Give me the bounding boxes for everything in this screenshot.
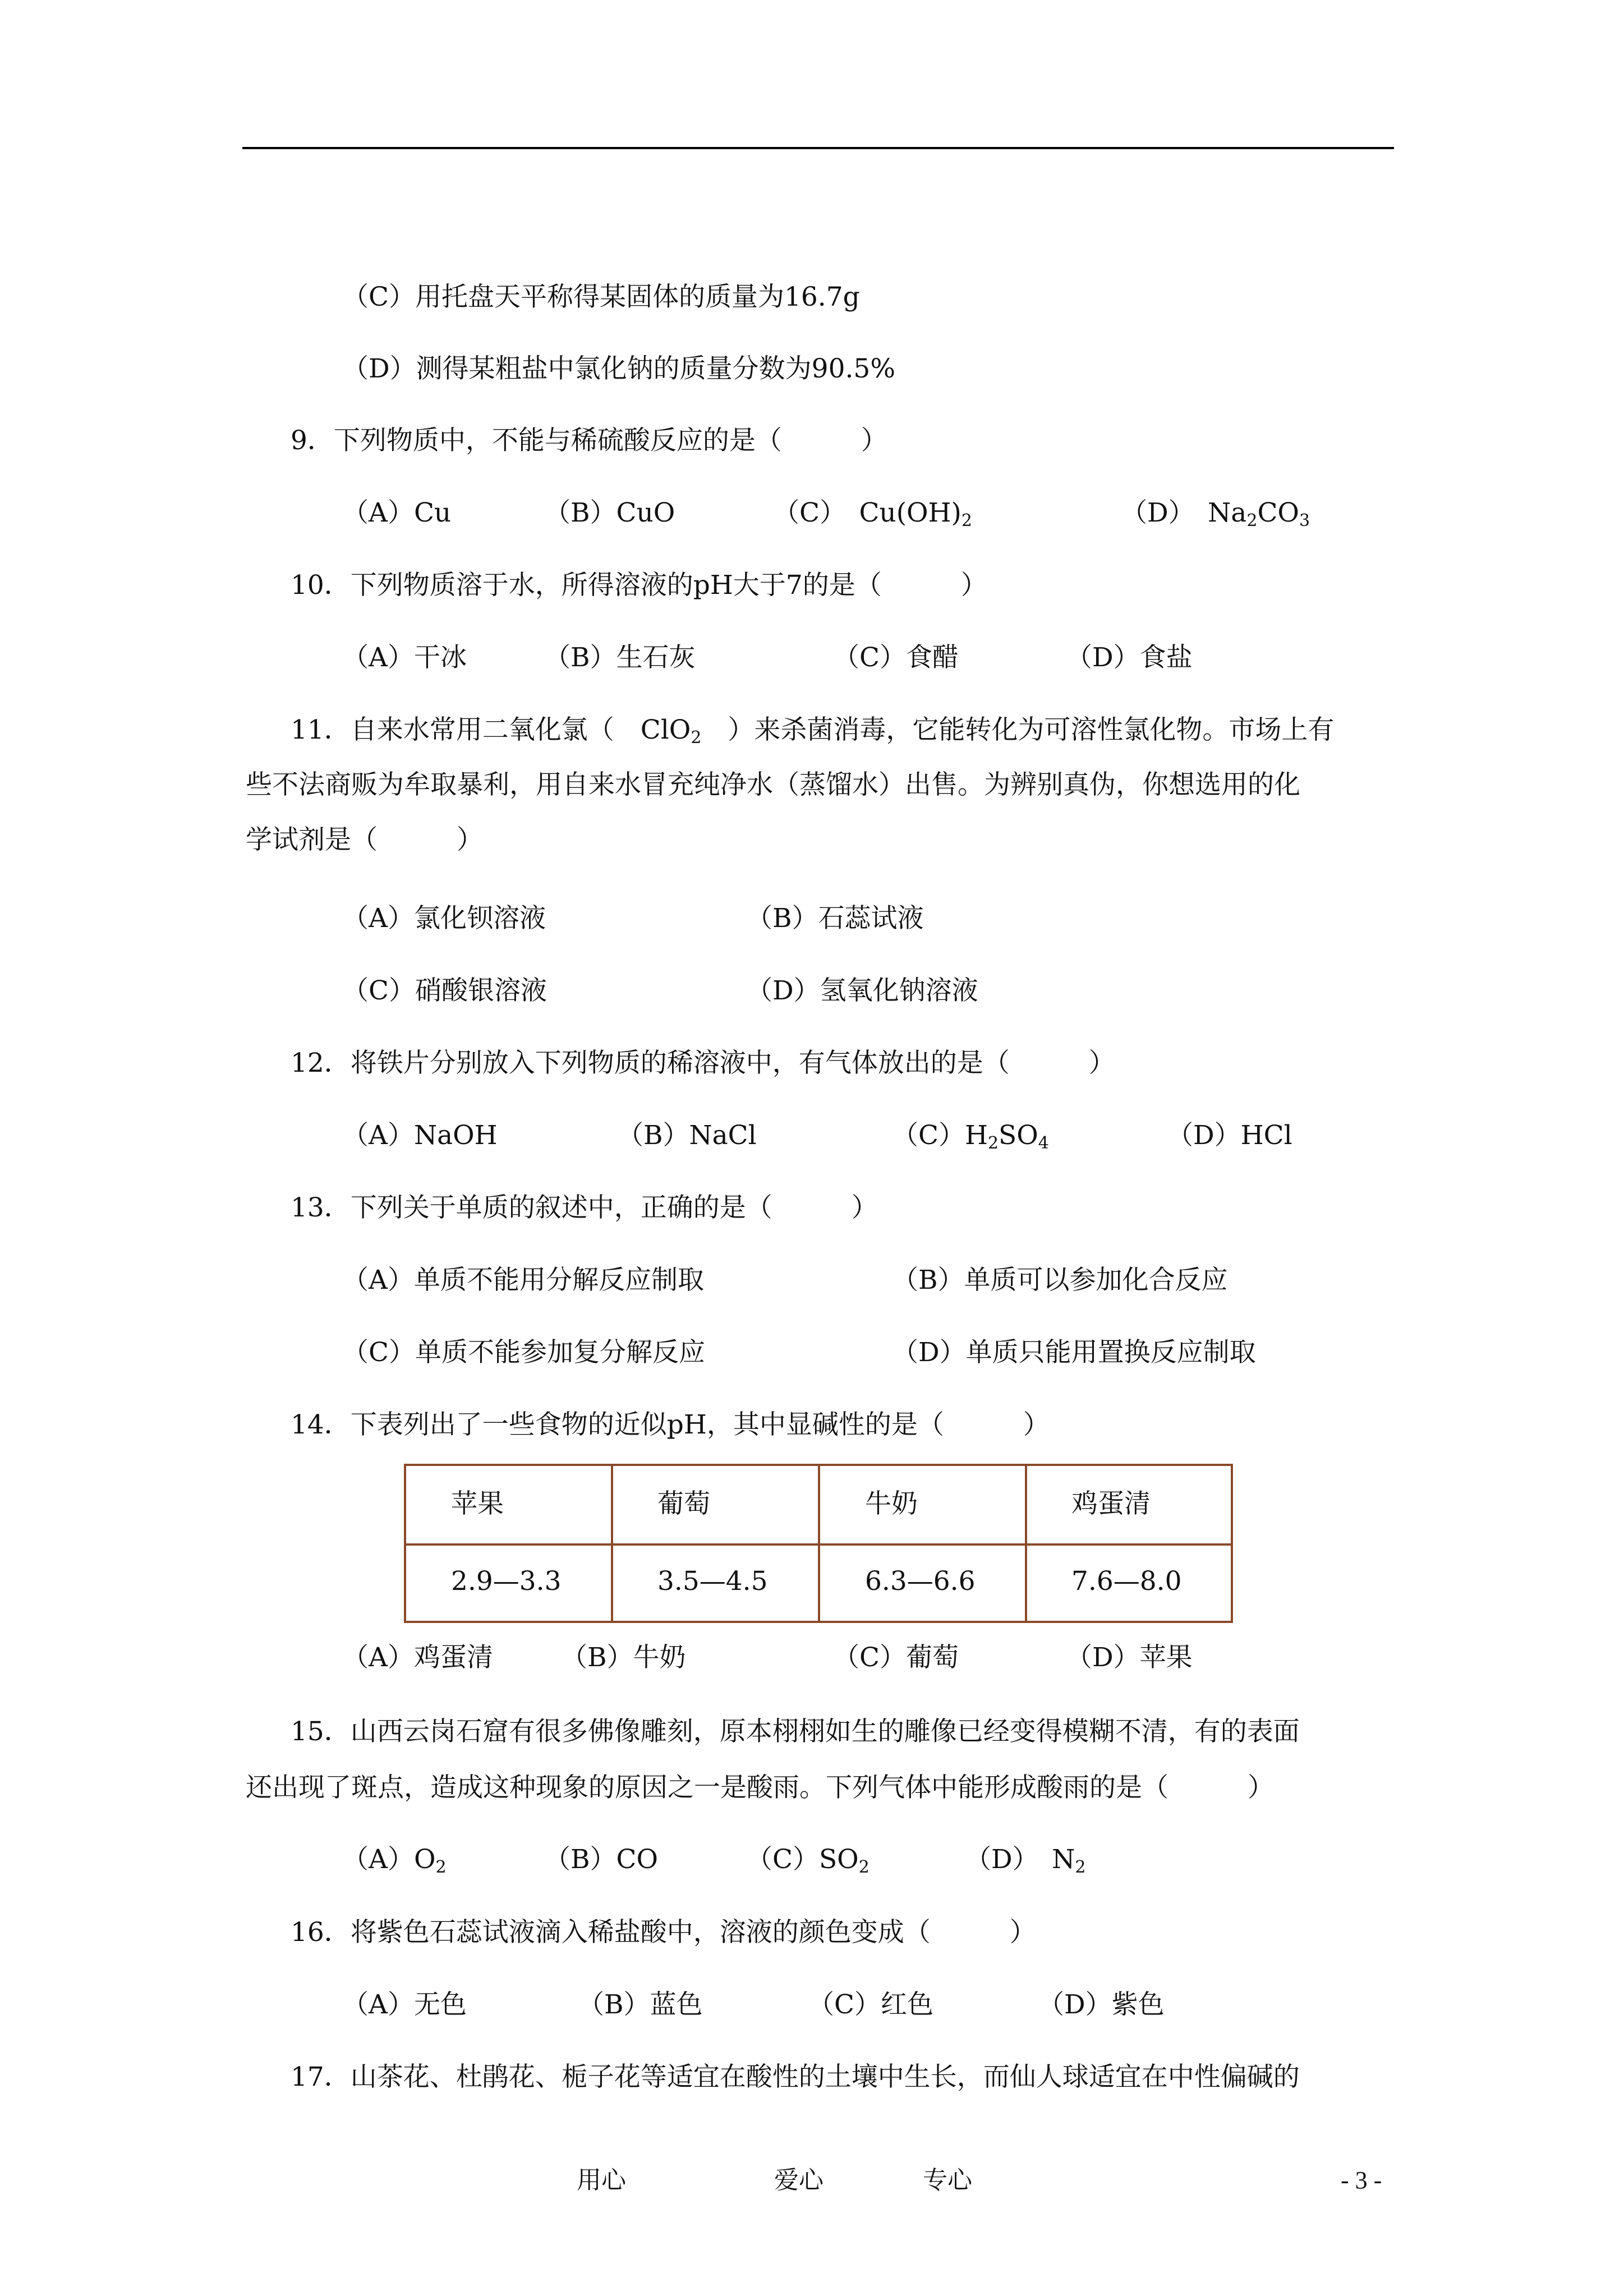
footer-word-3: 专心: [923, 2166, 972, 2194]
ph-table: [404, 1464, 1233, 1623]
table-value-cell: 6.3—6.6: [865, 1566, 976, 1597]
q13-option-c: （C）单质不能参加复分解反应: [342, 1337, 705, 1368]
q16-option-b: （B）蓝色: [578, 1989, 703, 2020]
q12-option-b: （B）NaCl: [617, 1120, 757, 1151]
page-number: - 3 -: [1341, 2166, 1382, 2194]
q9-option-d: （D） $Na_2CO_3$: [1121, 497, 1310, 531]
q8-option-c: （C）用托盘天平称得某固体的质量为16.7g: [342, 282, 860, 312]
q16-option-d: （D）紫色: [1038, 1989, 1165, 2020]
q13-option-a: （A）单质不能用分解反应制取: [342, 1265, 704, 1295]
q14-option-b: （B）牛奶: [561, 1642, 686, 1673]
q15-option-b: （B）CO: [544, 1844, 659, 1875]
q13-option-d: （D）单质只能用置换反应制取: [892, 1337, 1256, 1368]
q12-stem: 12．将铁片分别放入下列物质的稀溶液中，有气体放出的是（ ）: [291, 1048, 1115, 1078]
q11-stem-line3: 学试剂是（ ）: [246, 824, 483, 855]
table-value-cell: 2.9—3.3: [451, 1566, 562, 1597]
table-value-cell: 3.5—4.5: [657, 1566, 768, 1597]
q10-option-c: （C）食醋: [833, 642, 959, 673]
q11-stem-line2: 些不法商贩为牟取暴利，用自来水冒充纯净水（蒸馏水）出售。为辨别真伪，你想选用的化: [246, 769, 1300, 800]
q16-option-a: （A）无色: [342, 1989, 467, 2020]
q11-option-a: （A）氯化钡溶液: [342, 903, 546, 934]
q14-option-d: （D）苹果: [1066, 1642, 1193, 1673]
q12-option-c: $(C)H_2SO_4$: [892, 1120, 1049, 1153]
q16-option-c: （C）红色: [808, 1989, 933, 2020]
q9-option-c: （C） $Cu(OH)_2$: [773, 497, 972, 531]
q11-option-d: （D）氢氧化钠溶液: [746, 975, 978, 1006]
footer-word-1: 用心: [577, 2166, 626, 2194]
q9-option-b: （B）CuO: [544, 497, 675, 528]
q15-stem-line2: 还出现了斑点，造成这种现象的原因之一是酸雨。下列气体中能形成酸雨的是（ ）: [246, 1772, 1274, 1803]
q11-stem-line1: 11．自来水常用二氧化氯（ ClO$_2$ ）来杀菌消毒，它能转化为可溶性氯化物。市场上有: [291, 714, 1335, 748]
q9-option-a: （A）Cu: [342, 497, 452, 528]
q15-option-a: $(A)O_2$: [342, 1844, 447, 1877]
q14-option-c: （C）葡萄: [833, 1642, 959, 1673]
q14-option-a: （A）鸡蛋清: [342, 1642, 493, 1673]
table-header-cell: 鸡蛋清: [1071, 1488, 1151, 1519]
q11-option-c: （C）硝酸银溶液: [342, 975, 547, 1006]
q17-stem-line1: 17．山茶花、杜鹃花、栀子花等适宜在酸性的土壤中生长，而仙人球适宜在中性偏碱的: [291, 2062, 1300, 2092]
q14-stem: 14．下表列出了一些食物的近似pH，其中显碱性的是（ ）: [291, 1409, 1050, 1440]
q10-option-b: （B）生石灰: [544, 642, 696, 673]
q10-option-a: （A）干冰: [342, 642, 467, 673]
q12-option-d: （D）HCl: [1167, 1120, 1292, 1151]
q15-stem-line1: 15．山西云岗石窟有很多佛像雕刻，原本栩栩如生的雕像已经变得模糊不清，有的表面: [291, 1716, 1300, 1747]
q15-option-c: $(C)SO_2$: [746, 1844, 869, 1877]
header-rule: [242, 147, 1394, 149]
q13-stem: 13．下列关于单质的叙述中，正确的是（ ）: [291, 1192, 878, 1223]
q15-option-d: （D） $N_2$: [965, 1844, 1086, 1877]
footer-word-2: 爱心: [774, 2166, 823, 2194]
table-divider: [406, 1543, 1231, 1546]
q10-option-d: （D）食盐: [1066, 642, 1193, 673]
table-header-cell: 牛奶: [865, 1488, 918, 1519]
table-header-cell: 苹果: [451, 1488, 504, 1519]
q12-option-a: （A）NaOH: [342, 1120, 498, 1151]
q11-option-b: （B）石蕊试液: [746, 903, 924, 934]
q16-stem: 16．将紫色石蕊试液滴入稀盐酸中，溶液的颜色变成（ ）: [291, 1917, 1036, 1948]
table-header-cell: 葡萄: [657, 1488, 710, 1519]
q8-option-d: （D）测得某粗盐中氯化钠的质量分数为90.5%: [342, 353, 895, 384]
q9-stem: 9．下列物质中，不能与稀硫酸反应的是（ ）: [291, 425, 887, 456]
q10-stem: 10．下列物质溶于水，所得溶液的pH大于7的是（ ）: [291, 570, 987, 601]
table-value-cell: 7.6—8.0: [1071, 1566, 1182, 1597]
q13-option-b: （B）单质可以参加化合反应: [892, 1265, 1228, 1295]
